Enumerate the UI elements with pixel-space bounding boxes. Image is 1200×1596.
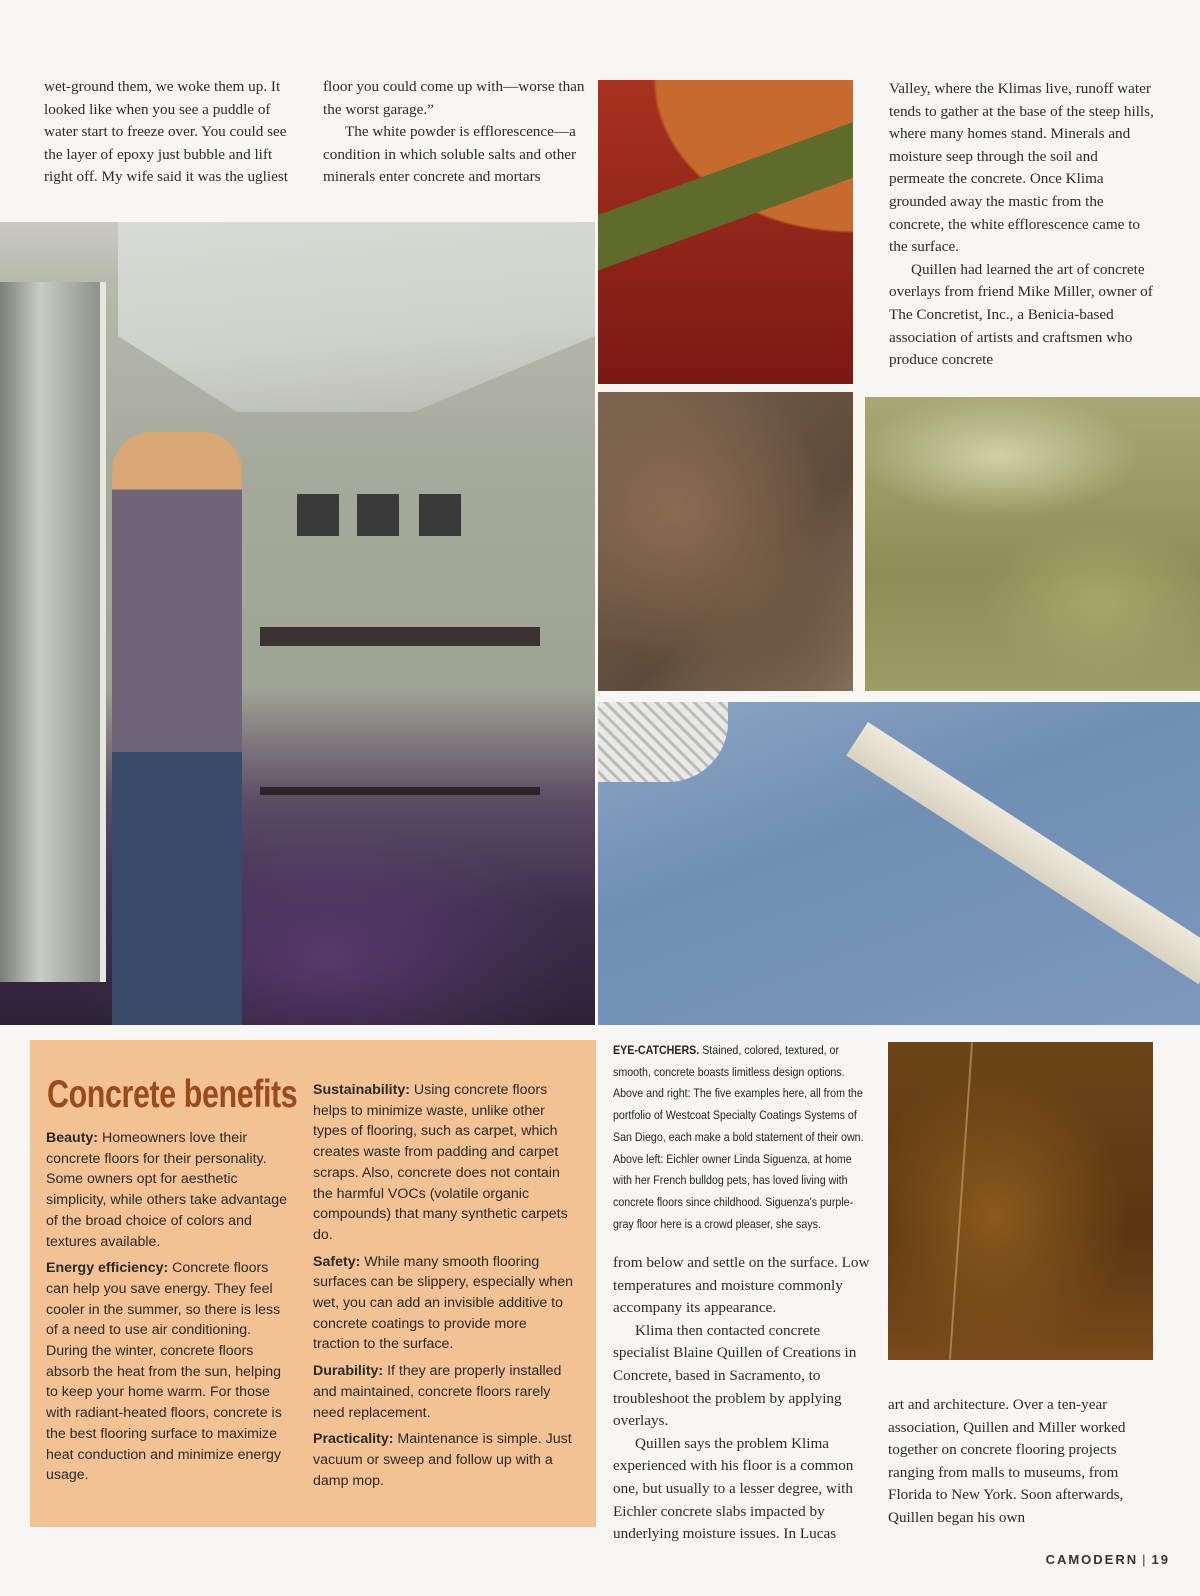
paragraph: wet-ground them, we woke them up. It looked like when you see a puddle of water start to freeze over. You could see the layer of epoxy just bubble and lift right off. My wife said it was the ugliest — [44, 78, 288, 186]
paragraph: Klima then contacted concrete specialist Blaine Quillen of Creations in Concrete, based in Sacramento, to troubleshoot the problem by applying overlays. — [613, 1321, 857, 1430]
benefit-text: Maintenance is simple. Just vacuum or sweep and follow up with a damp mop. — [313, 1431, 572, 1489]
paragraph: Valley, where the Klimas live, runoff water tends to gather at the base of the steep hills, where many homes stand. Minerals and moisture seep through the soil and permeate the concrete. Once Klima grounded away the mastic from the concrete, the white efflorescence came to the surface. — [889, 80, 1154, 256]
article-column-right-bottom — [888, 1394, 1156, 1530]
footer-separator: | — [1142, 1552, 1148, 1567]
benefit-term: Durability: — [313, 1363, 384, 1380]
wall-art — [419, 494, 461, 536]
green-swirl-floor-photo — [865, 397, 1200, 691]
benefit-item — [46, 1128, 291, 1252]
magazine-name: CAMODERN — [1045, 1552, 1139, 1567]
concrete-benefits-sidebar — [30, 1040, 596, 1527]
paragraph: Quillen says the problem Klima experienced with his floor is a common one, but usually to a lesser degree, with Eichler concrete slabs impacted by underlying moisture issues. In Lucas — [613, 1434, 854, 1543]
sofa — [598, 702, 728, 782]
page-number: 19 — [1151, 1552, 1170, 1567]
benefit-term: Energy efficiency: — [46, 1260, 169, 1277]
paragraph: Quillen had learned the art of concrete overlays from friend Mike Miller, owner of The Concretist, Inc., a Benicia-based association of artists and craftsmen who produce concrete — [889, 260, 1153, 369]
article-column-right-top — [889, 78, 1155, 372]
paragraph: from below and settle on the surface. Low temperatures and moisture commonly accompany its appearance. — [613, 1254, 870, 1317]
homeowner-dining-room-photo — [0, 222, 595, 1025]
benefit-item — [313, 1429, 573, 1491]
caption-text: Stained, colored, textured, or smooth, concrete boasts limitless design options. Above and right: The five examples here, all from the portfolio of Westcoat Specialty Coatings Systems of San Diego, each make a bold statement of their own. Above left: Eichler owner Linda Siguenza, at home with her French bulldog pets, has loved living with concrete floors since childhood. Siguenza's purple-gray floor here is a crowd pleaser, she says. — [613, 1043, 864, 1231]
sidebar-title: Concrete benefits — [47, 1073, 298, 1116]
paragraph: floor you could come up with—worse than the worst garage.” — [323, 78, 585, 118]
brown-marbled-floor-photo — [598, 392, 853, 691]
ceiling — [118, 222, 595, 412]
benefit-text: Homeowners love their concrete floors for their personality. Some owners opt for aesthetic simplicity, while others take advantage of the broad choice of colors and textures available. — [46, 1130, 288, 1250]
benefit-text: Using concrete floors helps to minimize waste, unlike other types of flooring, such as carpet, which creates waste from padding and carpet scraps. Also, concrete does not contain the harmful VOCs (volatile organic compounds) that many synthetic carpets do. — [313, 1082, 568, 1243]
benefit-term: Practicality: — [313, 1431, 394, 1448]
caption-lead: EYE-CATCHERS. — [613, 1043, 700, 1057]
benefit-term: Sustainability: — [313, 1082, 410, 1098]
coffee-table — [846, 722, 1200, 984]
article-column-mid-top — [323, 76, 585, 189]
rust-brown-floor-photo — [888, 1042, 1153, 1360]
page-footer — [1046, 1552, 1170, 1567]
dining-table — [260, 627, 540, 795]
sidebar-column-right — [313, 1080, 573, 1497]
floor-joint-line — [949, 1042, 973, 1359]
benefit-item — [46, 1258, 291, 1486]
benefit-term: Beauty: — [46, 1130, 99, 1146]
benefit-text: Concrete floors can help you save energy. They feel cooler in the summer, so there is less of a need to use air conditioning. During the winter, concrete floors absorb the heat from the sun, helping to keep your home warm. For those with radiant-heated floors, concrete is the best flooring surface to maximize heat conduction and minimize energy usage. — [46, 1260, 282, 1484]
homeowner-figure — [112, 432, 242, 1025]
blue-floor-photo — [598, 702, 1200, 1025]
photo-caption — [613, 1040, 871, 1235]
paragraph: The white powder is efflorescence—a condition in which soluble salts and other minerals enter concrete and mortars — [323, 123, 577, 186]
benefit-text: If they are properly installed and maintained, concrete floors rarely need replacement. — [313, 1363, 562, 1421]
benefit-term: Safety: — [313, 1253, 361, 1270]
sliding-door — [0, 282, 106, 982]
sidebar-column-left — [46, 1128, 291, 1492]
wall-art — [297, 494, 339, 536]
wall-art — [357, 494, 399, 536]
benefit-item — [313, 1252, 573, 1356]
benefit-item — [313, 1080, 573, 1246]
red-orange-floor-photo — [598, 80, 853, 384]
article-column-left-top — [44, 76, 300, 189]
benefit-item — [313, 1361, 573, 1423]
benefit-text: While many smooth flooring surfaces can be slippery, especially when wet, you can add an invisible additive to concrete coatings to provide more traction to the surface. — [313, 1253, 573, 1353]
paragraph: art and architecture. Over a ten-year association, Quillen and Miller worked together on concrete flooring projects ranging from malls to museums, from Florida to New York. Soon afterwards, Quillen began his own — [888, 1396, 1126, 1526]
article-column-mid-bottom — [613, 1252, 875, 1546]
